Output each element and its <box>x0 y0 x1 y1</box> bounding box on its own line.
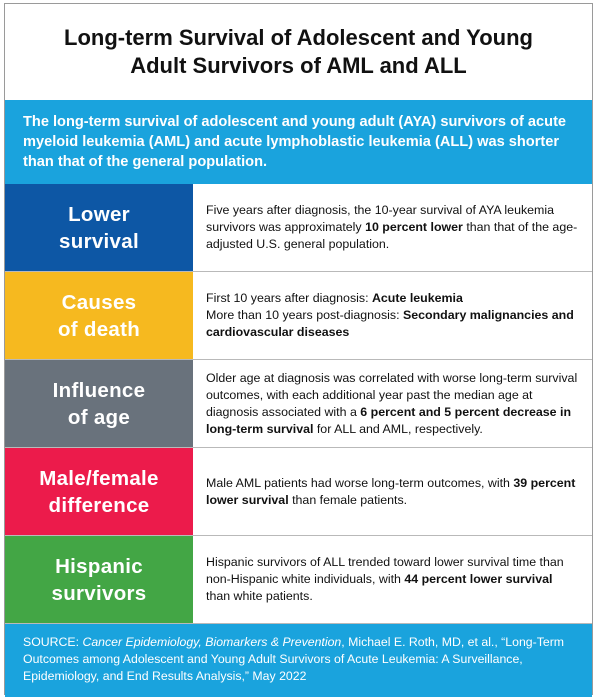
intro-banner: The long-term survival of adolescent and young adult (AYA) survivors of acute myeloid leukemia (AML) and acute lymphoblastic leukemia (ALL) was shorter than that of the general population. <box>5 100 592 184</box>
source-prefix: SOURCE: <box>23 635 83 649</box>
desc-text: than that of the age-adjusted U.S. general population. <box>206 220 578 251</box>
desc-text: for ALL and AML, respectively. <box>313 421 483 436</box>
desc-text: First 10 years after diagnosis: <box>206 291 372 305</box>
desc-bold: 39 percent lower survival <box>206 475 576 507</box>
desc-causes-of-death <box>193 272 592 359</box>
source-journal: Cancer Epidemiology, Biomarkers & Prevention <box>82 635 342 649</box>
title-line-2: Adult Survivors of AML and ALL <box>130 53 467 78</box>
label-line-1: Lower <box>68 202 130 226</box>
desc-bold: 6 percent and 5 percent decrease in long-term survival <box>206 404 572 436</box>
row-hispanic-survivors <box>5 536 592 624</box>
page-title <box>5 4 592 100</box>
desc-text: Five years after diagnosis, the 10-year survival of AYA leukemia survivors was approximately <box>206 203 555 234</box>
desc-text: Older age at diagnosis was correlated with worse long-term survival outcomes, with each additional year past the median age at diagnosis associated with a <box>206 370 578 419</box>
label-line-1: Causes <box>61 290 137 314</box>
row-influence-of-age <box>5 360 592 448</box>
infographic-card <box>4 3 593 695</box>
row-male-female-difference <box>5 448 592 536</box>
title-line-1: Long-term Survival of Adolescent and Young <box>64 25 533 50</box>
desc-hispanic-survivors <box>193 536 592 623</box>
label-line-2: of age <box>67 405 131 429</box>
desc-text: than white patients. <box>206 589 313 603</box>
row-causes-of-death <box>5 272 592 360</box>
desc-text: More than 10 years post-diagnosis: <box>206 308 403 322</box>
desc-text: than female patients. <box>288 492 408 507</box>
desc-bold: Acute leukemia <box>371 291 463 305</box>
label-causes-of-death <box>5 272 193 359</box>
label-hispanic-survivors <box>5 536 193 623</box>
label-line-1: Male/female <box>39 466 159 490</box>
desc-bold: Secondary malignancies and cardiovascular diseases <box>206 308 574 339</box>
source-rest: , Michael E. Roth, MD, et al., “Long-Term Outcomes among Adolescent and Young Adult Survivors of Acute Leukemia: A Surveillance, Epidemiology, and End Results Analysis,” May 2022 <box>23 635 565 683</box>
label-line-2: survival <box>59 229 139 253</box>
desc-influence-of-age <box>193 360 592 447</box>
desc-male-female-difference <box>193 448 592 535</box>
desc-text: Male AML patients had worse long-term outcomes, with <box>206 475 514 490</box>
label-line-2: difference <box>48 493 150 517</box>
label-line-2: survivors <box>51 581 147 605</box>
desc-bold: 44 percent lower survival <box>404 572 553 586</box>
label-line-1: Hispanic <box>55 554 143 578</box>
desc-bold: 10 percent lower <box>365 220 463 234</box>
label-line-1: Influence <box>52 378 146 402</box>
label-male-female-difference <box>5 448 193 535</box>
label-lower-survival <box>5 184 193 271</box>
desc-lower-survival <box>193 184 592 271</box>
label-influence-of-age <box>5 360 193 447</box>
desc-text: Hispanic survivors of ALL trended toward lower survival time than non-Hispanic white individuals, with <box>206 555 564 586</box>
source-citation <box>5 624 592 697</box>
row-lower-survival <box>5 184 592 272</box>
label-line-2: of death <box>57 317 141 341</box>
